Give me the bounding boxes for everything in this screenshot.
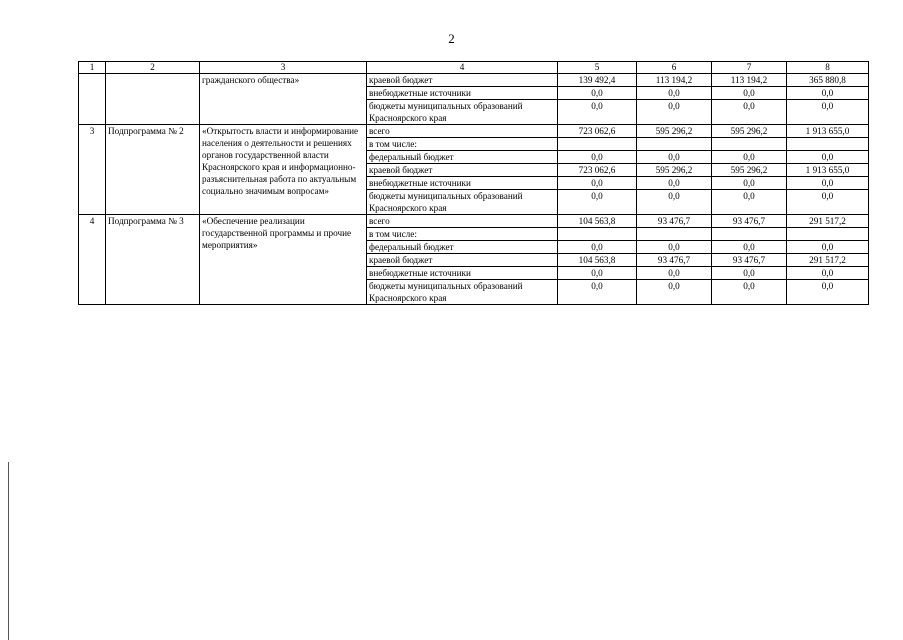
amount-cell xyxy=(637,228,712,241)
funding-source-cell: краевой бюджет xyxy=(367,164,558,177)
subprogram-label-cell xyxy=(106,74,200,125)
funding-source-cell: всего xyxy=(367,125,558,138)
funding-source-cell: краевой бюджет xyxy=(367,74,558,87)
row-number-cell: 4 xyxy=(79,215,106,305)
amount-cell: 93 476,7 xyxy=(712,254,787,267)
amount-cell: 0,0 xyxy=(787,241,869,254)
amount-cell xyxy=(712,138,787,151)
amount-cell xyxy=(558,228,637,241)
amount-cell: 113 194,2 xyxy=(637,74,712,87)
subprogram-name-cell: «Открытость власти и информирование населения о деятельности и решениях органов государственной власти Красноярского края и информационно-разъяснительная работа по актуальным социально значимым вопросам» xyxy=(200,125,367,215)
funding-source-cell: бюджеты муниципальных образований Красноярского края xyxy=(367,100,558,125)
column-header: 1 xyxy=(79,62,106,74)
amount-cell: 93 476,7 xyxy=(712,215,787,228)
page-number: 2 xyxy=(448,31,455,46)
amount-cell: 0,0 xyxy=(712,177,787,190)
funding-source-cell: внебюджетные источники xyxy=(367,177,558,190)
amount-cell: 0,0 xyxy=(787,190,869,215)
amount-cell: 0,0 xyxy=(712,151,787,164)
amount-cell: 595 296,2 xyxy=(712,125,787,138)
amount-cell: 0,0 xyxy=(712,267,787,280)
amount-cell: 93 476,7 xyxy=(637,254,712,267)
budget-table xyxy=(78,61,869,305)
column-header: 7 xyxy=(712,62,787,74)
funding-source-cell: внебюджетные источники xyxy=(367,267,558,280)
amount-cell: 1 913 655,0 xyxy=(787,164,869,177)
amount-cell: 0,0 xyxy=(558,190,637,215)
column-header: 5 xyxy=(558,62,637,74)
amount-cell: 93 476,7 xyxy=(637,215,712,228)
amount-cell: 0,0 xyxy=(712,100,787,125)
amount-cell: 595 296,2 xyxy=(637,164,712,177)
amount-cell: 0,0 xyxy=(558,100,637,125)
amount-cell xyxy=(787,228,869,241)
subprogram-name-cell: гражданского общества» xyxy=(200,74,367,125)
amount-cell: 291 517,2 xyxy=(787,254,869,267)
amount-cell xyxy=(558,138,637,151)
amount-cell: 1 913 655,0 xyxy=(787,125,869,138)
table-row xyxy=(79,215,869,228)
amount-cell: 0,0 xyxy=(558,241,637,254)
column-header: 8 xyxy=(787,62,869,74)
column-header: 4 xyxy=(367,62,558,74)
column-number-row xyxy=(79,62,869,74)
row-number-cell: 3 xyxy=(79,125,106,215)
amount-cell: 595 296,2 xyxy=(637,125,712,138)
amount-cell: 0,0 xyxy=(637,280,712,305)
funding-source-cell: федеральный бюджет xyxy=(367,241,558,254)
funding-source-cell: в том числе: xyxy=(367,138,558,151)
scan-edge-line xyxy=(8,462,9,640)
amount-cell: 0,0 xyxy=(558,151,637,164)
amount-cell: 0,0 xyxy=(787,267,869,280)
funding-source-cell: краевой бюджет xyxy=(367,254,558,267)
funding-source-cell: бюджеты муниципальных образований Красноярского края xyxy=(367,190,558,215)
amount-cell: 0,0 xyxy=(712,190,787,215)
amount-cell: 0,0 xyxy=(712,241,787,254)
amount-cell: 0,0 xyxy=(712,280,787,305)
subprogram-name-cell: «Обеспечение реализации государственной программы и прочие мероприятия» xyxy=(200,215,367,305)
subprogram-label-cell: Подпрограмма № 3 xyxy=(106,215,200,305)
amount-cell xyxy=(637,138,712,151)
amount-cell: 0,0 xyxy=(787,151,869,164)
amount-cell: 0,0 xyxy=(558,87,637,100)
amount-cell: 104 563,8 xyxy=(558,215,637,228)
column-header: 6 xyxy=(637,62,712,74)
amount-cell: 0,0 xyxy=(637,190,712,215)
amount-cell: 113 194,2 xyxy=(712,74,787,87)
table-row xyxy=(79,125,869,138)
amount-cell: 0,0 xyxy=(787,280,869,305)
amount-cell: 723 062,6 xyxy=(558,125,637,138)
amount-cell: 0,0 xyxy=(787,177,869,190)
amount-cell: 0,0 xyxy=(558,267,637,280)
amount-cell: 0,0 xyxy=(787,87,869,100)
column-header: 3 xyxy=(200,62,367,74)
funding-source-cell: внебюджетные источники xyxy=(367,87,558,100)
amount-cell: 139 492,4 xyxy=(558,74,637,87)
amount-cell: 0,0 xyxy=(787,100,869,125)
amount-cell: 595 296,2 xyxy=(712,164,787,177)
amount-cell: 0,0 xyxy=(637,177,712,190)
amount-cell: 0,0 xyxy=(637,151,712,164)
amount-cell: 0,0 xyxy=(558,177,637,190)
amount-cell: 723 062,6 xyxy=(558,164,637,177)
amount-cell xyxy=(712,228,787,241)
funding-source-cell: бюджеты муниципальных образований Красноярского края xyxy=(367,280,558,305)
amount-cell: 0,0 xyxy=(712,87,787,100)
subprogram-label-cell: Подпрограмма № 2 xyxy=(106,125,200,215)
amount-cell: 291 517,2 xyxy=(787,215,869,228)
funding-source-cell: федеральный бюджет xyxy=(367,151,558,164)
amount-cell: 0,0 xyxy=(637,241,712,254)
amount-cell: 0,0 xyxy=(558,280,637,305)
row-number-cell xyxy=(79,74,106,125)
amount-cell: 0,0 xyxy=(637,267,712,280)
funding-source-cell: всего xyxy=(367,215,558,228)
amount-cell: 365 880,8 xyxy=(787,74,869,87)
amount-cell: 0,0 xyxy=(637,100,712,125)
funding-source-cell: в том числе: xyxy=(367,228,558,241)
column-header: 2 xyxy=(106,62,200,74)
table-row xyxy=(79,74,869,87)
amount-cell xyxy=(787,138,869,151)
amount-cell: 0,0 xyxy=(637,87,712,100)
amount-cell: 104 563,8 xyxy=(558,254,637,267)
